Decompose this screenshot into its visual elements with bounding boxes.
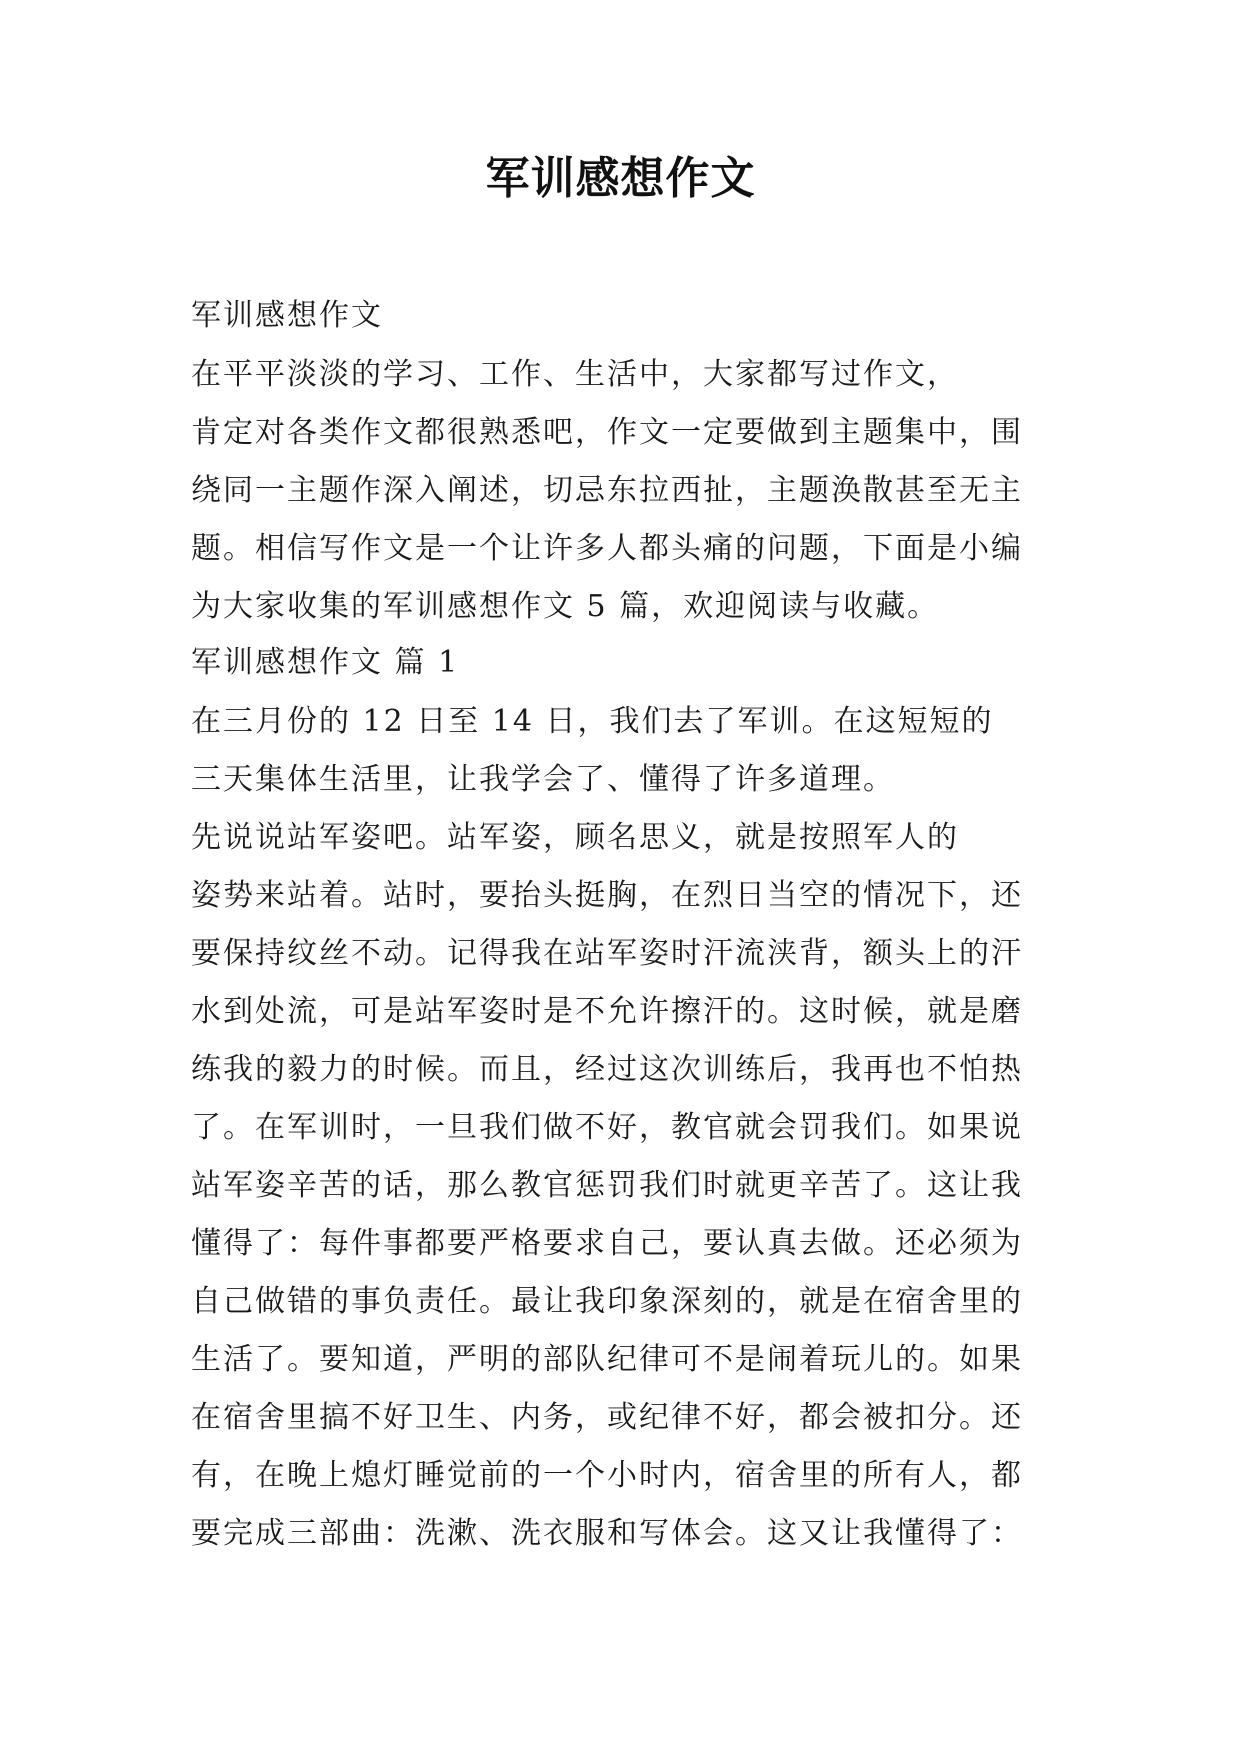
body-paragraph-1 bbox=[191, 693, 1051, 809]
paragraph-line: 在宿舍里搞不好卫生、内务，或纪律不好，都会被扣分。还 bbox=[191, 1400, 1023, 1435]
document-title: 军训感想作文 bbox=[485, 153, 756, 204]
paragraph-line: 姿势来站着。站时，要抬头挺胸，在烈日当空的情况下，还 bbox=[191, 878, 1023, 913]
paragraph-line: 要完成三部曲：洗漱、洗衣服和写体会。这又让我懂得了： bbox=[191, 1516, 1023, 1551]
paragraph-line: 生活了。要知道，严明的部队纪律可不是闹着玩儿的。如果 bbox=[191, 1342, 1023, 1377]
paragraph-line: 懂得了：每件事都要严格要求自己，要认真去做。还必须为 bbox=[191, 1226, 1023, 1261]
paragraph-line: 了。在军训时，一旦我们做不好，教官就会罚我们。如果说 bbox=[191, 1110, 1023, 1145]
paragraph-line: 要保持纹丝不动。记得我在站军姿时汗流浃背，额头上的汗 bbox=[191, 936, 1023, 971]
paragraph-line: 题。相信写作文是一个让许多人都头痛的问题，下面是小编 bbox=[191, 531, 1023, 566]
paragraph-line: 练我的毅力的时候。而且，经过这次训练后，我再也不怕热 bbox=[191, 1052, 1023, 1087]
paragraph-line: 自己做错的事负责任。最让我印象深刻的，就是在宿舍里的 bbox=[191, 1284, 1023, 1319]
paragraph-line: 肯定对各类作文都很熟悉吧，作文一定要做到主题集中，围 bbox=[191, 415, 1023, 450]
paragraph-line: 在三月份的 12 日至 14 日，我们去了军训。在这短短的 bbox=[191, 704, 994, 739]
body-paragraph-2 bbox=[191, 809, 1051, 1563]
intro-paragraph bbox=[191, 346, 1051, 636]
paragraph-line: 先说说站军姿吧。站军姿，顾名思义，就是按照军人的 bbox=[191, 820, 959, 855]
paragraph-line: 在平平淡淡的学习、工作、生活中，大家都写过作文， bbox=[191, 357, 959, 392]
paragraph-line: 有，在晚上熄灯睡觉前的一个小时内，宿舍里的所有人，都 bbox=[191, 1458, 1023, 1493]
document-subtitle: 军训感想作文 bbox=[191, 298, 383, 333]
paragraph-line: 三天集体生活里，让我学会了、懂得了许多道理。 bbox=[191, 762, 895, 797]
paragraph-line: 站军姿辛苦的话，那么教官惩罚我们时就更辛苦了。这让我 bbox=[191, 1168, 1023, 1203]
paragraph-line: 绕同一主题作深入阐述，切忌东拉西扯，主题涣散甚至无主 bbox=[191, 473, 1023, 508]
paragraph-line: 水到处流，可是站军姿时是不允许擦汗的。这时候，就是磨 bbox=[191, 994, 1023, 1029]
paragraph-line: 为大家收集的军训感想作文 5 篇，欢迎阅读与收藏。 bbox=[191, 589, 940, 624]
section-heading: 军训感想作文 篇 1 bbox=[191, 645, 460, 680]
